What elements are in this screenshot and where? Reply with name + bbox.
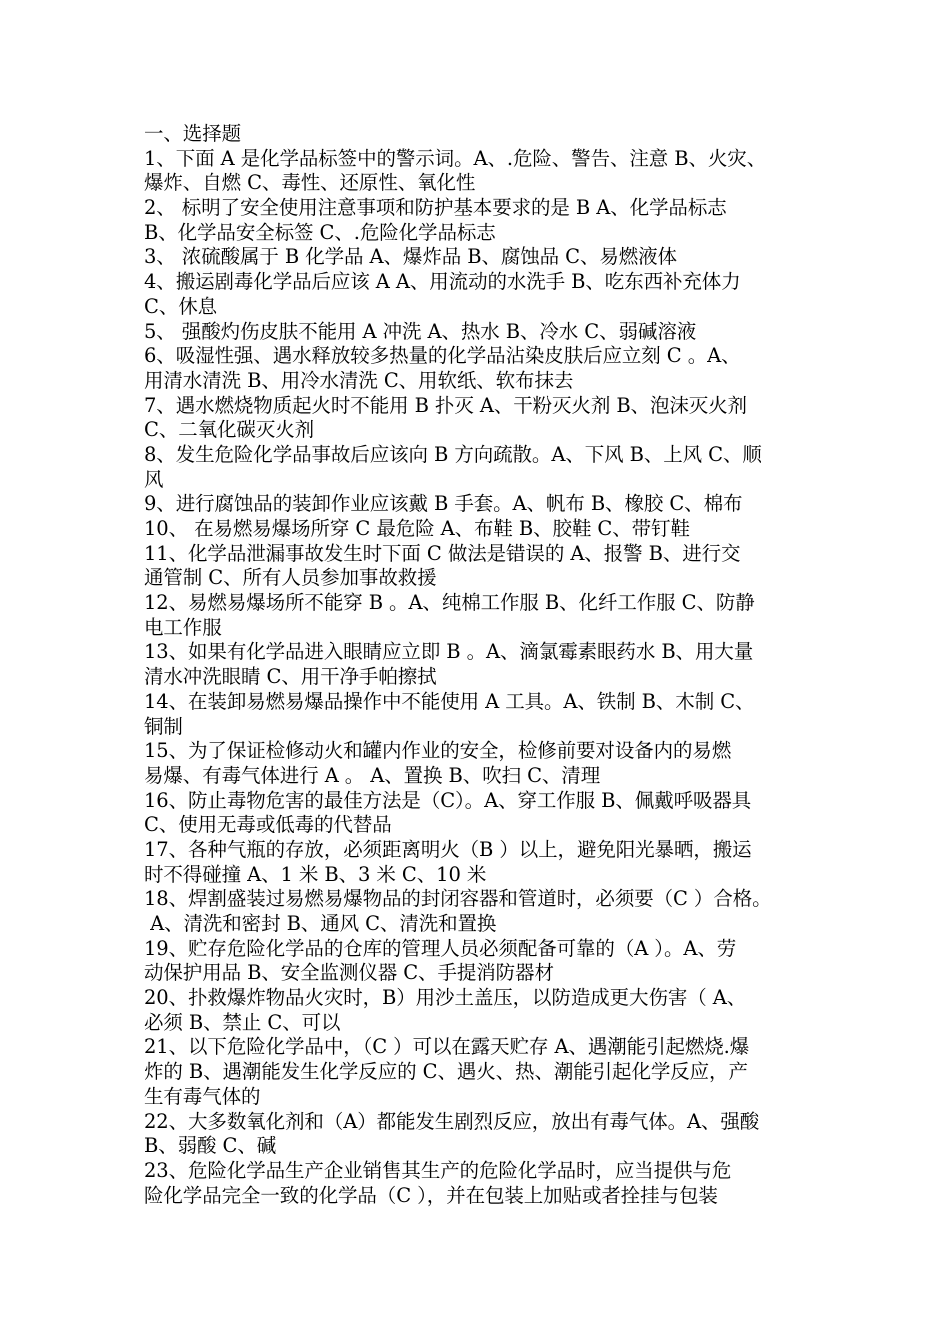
text-line: B、化学品安全标签 C、.危险化学品标志 <box>144 220 496 244</box>
text-line: 6、吸湿性强、遇水释放较多热量的化学品沾染皮肤后应立刻 C 。A、 <box>144 344 741 368</box>
text-line: 15、为了保证检修动火和罐内作业的安全，检修前要对设备内的易燃 <box>144 739 732 763</box>
text-line: 通管制 C、所有人员参加事故救援 <box>144 566 437 590</box>
text-line: 险化学品完全一致的化学品（C ），并在包装上加贴或者拴挂与包装 <box>144 1183 718 1207</box>
text-line: 清水冲洗眼睛 C、用干净手帕擦拭 <box>144 665 437 689</box>
text-line: A、清洗和密封 B、通风 C、清洗和置换 <box>144 912 497 935</box>
text-line: C、二氧化碳灭火剂 <box>144 418 315 442</box>
text-line: 20、扑救爆炸物品火灾时，B）用沙土盖压，以防造成更大伤害（ A、 <box>144 986 747 1010</box>
text-line: 8、发生危险化学品事故后应该向 B 方向疏散。A、下风 B、上风 C、顺 <box>144 442 762 466</box>
text-line: 19、贮存危险化学品的仓库的管理人员必须配备可靠的（A ）。A、劳 <box>144 936 737 960</box>
text-line: 10、 在易燃易爆场所穿 C 最危险 A、布鞋 B、胶鞋 C、带钉鞋 <box>144 517 690 540</box>
text-line: 3、 浓硫酸属于 B 化学品 A、爆炸品 B、腐蚀品 C、易燃液体 <box>144 245 677 269</box>
text-line: 生有毒气体的 <box>144 1084 261 1108</box>
text-line: 21、以下危险化学品中，（C ）可以在露天贮存 A、遇潮能引起燃烧.爆 <box>144 1035 750 1059</box>
text-line: 时不得碰撞 A、1 米 B、3 米 C、10 米 <box>144 862 487 886</box>
text-line: 风 <box>144 467 164 491</box>
text-line: 铜制 <box>144 714 183 738</box>
text-line: 电工作服 <box>144 615 222 639</box>
text-line: 22、大多数氧化剂和（A）都能发生剧烈反应，放出有毒气体。A、强酸 <box>144 1109 760 1133</box>
text-line: 动保护用品 B、安全监测仪器 C、手提消防器材 <box>144 961 554 985</box>
text-line: 炸的 B、遇潮能发生化学反应的 C、遇火、热、潮能引起化学反应，产 <box>144 1060 748 1084</box>
text-line: 17、各种气瓶的存放，必须距离明火（B ）以上，避免阳光暴晒，搬运 <box>144 837 752 861</box>
text-line: 14、在装卸易燃易爆品操作中不能使用 A 工具。A、铁制 B、木制 C、 <box>144 689 755 713</box>
text-line: 必须 B、禁止 C、可以 <box>144 1010 341 1034</box>
text-line: 易爆、有毒气体进行 A 。 A、置换 B、吹扫 C、清理 <box>144 763 601 787</box>
text-line: 7、遇水燃烧物质起火时不能用 B 扑灭 A、干粉灭火剂 B、泡沫灭火剂 <box>144 393 747 417</box>
text-line: 12、易燃易爆场所不能穿 B 。A、纯棉工作服 B、化纤工作服 C、防静 <box>144 591 755 615</box>
document-page <box>144 122 820 1208</box>
text-line: B、弱酸 C、碱 <box>144 1134 277 1158</box>
text-line: 2、 标明了安全使用注意事项和防护基本要求的是 B A、化学品标志 <box>144 196 727 220</box>
text-line: C、使用无毒或低毒的代替品 <box>144 813 392 837</box>
text-line: 23、危险化学品生产企业销售其生产的危险化学品时，应当提供与危 <box>144 1158 732 1182</box>
text-line: 9、进行腐蚀品的装卸作业应该戴 B 手套。A、帆布 B、橡胶 C、棉布 <box>144 492 743 516</box>
text-line: 11、化学品泄漏事故发生时下面 C 做法是错误的 A、报警 B、进行交 <box>144 541 741 565</box>
text-line: 18、焊割盛装过易燃易爆物品的封闭容器和管道时，必须要（C ）合格。 <box>144 887 772 911</box>
text-line: 爆炸、自燃 C、毒性、还原性、氧化性 <box>144 171 476 195</box>
text-line: 16、防止毒物危害的最佳方法是（C）。A、穿工作服 B、佩戴呼吸器具 <box>144 788 752 812</box>
text-line: 5、 强酸灼伤皮肤不能用 A 冲洗 A、热水 B、冷水 C、弱碱溶液 <box>144 319 697 343</box>
text-line: 1、下面 A 是化学品标签中的警示词。A、.危险、警告、注意 B、火灾、 <box>144 146 767 170</box>
section-heading: 一、选择题 <box>144 122 242 145</box>
text-line: C、休息 <box>144 294 218 318</box>
text-line: 4、搬运剧毒化学品后应该 A A、用流动的水洗手 B、吃东西补充体力 <box>144 270 741 294</box>
text-line: 13、如果有化学品进入眼睛应立即 B 。A、滴氯霉素眼药水 B、用大量 <box>144 640 754 664</box>
text-line: 用清水清洗 B、用冷水清洗 C、用软纸、软布抹去 <box>144 368 574 392</box>
